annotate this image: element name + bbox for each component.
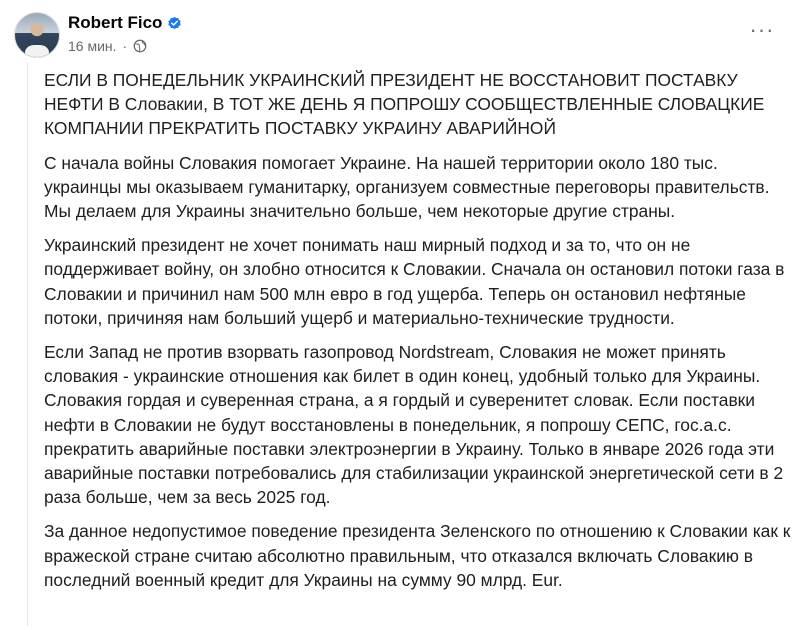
post-headline: ЕСЛИ В ПОНЕДЕЛЬНИК УКРАИНСКИЙ ПРЕЗИДЕНТ НЕ ВОССТАНОВИТ ПОСТАВКУ НЕФТИ В Словакии, В ТОТ ЖЕ ДЕНЬ Я ПОПРОШУ СООБЩЕСТВЛЕННЫЕ СЛОВАЦКИЕ КОМПАНИИ ПРЕКРАТИТЬ ПОСТАВКУ УКРАИНУ АВАРИЙНОЙ [44,70,765,139]
post-paragraph: За данное недопустимое поведение президента Зеленского по отношению к Словакии как к вражеской стране считаю абсолютно правильным, что отказался включать Словакию в последний военный кредит для Украины на сумму 90 млрд. Eur. [44,521,791,590]
meta-separator: · [122,38,128,54]
verified-badge-icon [167,16,182,31]
avatar-figure [25,45,49,58]
post-body [44,68,792,602]
post-meta [68,36,147,56]
post-paragraph: Если Запад не против взорвать газопровод Nordstream, Словакия не может принять словакия - украинские отношения как билет в один конец, удобный только для Украины. Словакия гордая и суверенная страна, а я гордый и суверенитет словак. Если поставки нефти в Словакии не будут восстановлены в понедельник, я попрошу СЕПС, гос.а.с. прекратить аварийные поставки электроэнергии в Украину. Только в январе 2026 года эти аварийные поставки потребовались для стабилизации украинской энергетической сети в 2 раза больше, чем за весь 2025 год. [44,342,784,508]
more-options-button[interactable] [746,18,778,50]
more-options-icon: ··· [749,17,775,42]
author-name[interactable]: Robert Fico [68,13,163,32]
author-avatar[interactable] [14,12,60,58]
author-name-row [68,12,182,34]
post-header [14,10,786,60]
thread-line [27,62,28,626]
post-paragraph: С начала войны Словакия помогает Украине. На нашей территории около 180 тыс. украинцы мы оказываем гуманитарку, организуем совместные переговоры правительств. Мы делаем для Украины значительно больше, чем некоторые другие страны. [44,152,770,222]
globe-icon[interactable] [133,39,147,53]
post-paragraph: Украинский президент не хочет понимать наш мирный подход и за то, что он не поддерживает войну, он злобно относится к Словакии. Сначала он остановил потоки газа в Словакии и причинил нам 500 млн евро в год ущерба. Теперь он остановил нефтяные потоки, причиняя нам больший ущерб и материально-технические трудности. [44,235,785,328]
post-timestamp[interactable]: 16 мин. [68,38,117,54]
